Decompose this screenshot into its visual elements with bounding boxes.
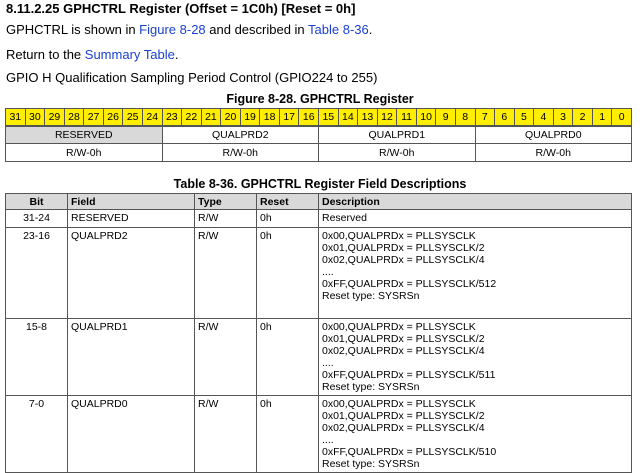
- field-access-cell: R/W-0h: [6, 144, 163, 162]
- bit-number: 3: [553, 109, 573, 126]
- cell-bit: 31-24: [6, 210, 68, 228]
- cell-reset: 0h: [257, 228, 319, 319]
- intro-middle: and described in: [205, 22, 309, 37]
- summary-table-link[interactable]: Summary Table: [84, 47, 175, 62]
- intro-paragraph: [6, 22, 372, 37]
- description-line: ....: [322, 434, 334, 446]
- bit-number: 28: [64, 109, 84, 126]
- field-description-table: [5, 193, 632, 473]
- bit-number: 22: [182, 109, 202, 126]
- column-header: Reset: [257, 194, 319, 210]
- register-fields: [5, 126, 632, 162]
- cell-reset: 0h: [257, 210, 319, 228]
- bit-number: 30: [25, 109, 45, 126]
- description-line: 0xFF,QUALPRDx = PLLSYSCLK/510: [322, 446, 497, 458]
- cell-field: RESERVED: [68, 210, 195, 228]
- cell-description: [319, 228, 632, 319]
- return-paragraph: [6, 47, 178, 62]
- bit-number: 16: [299, 109, 319, 126]
- table-row: [6, 319, 632, 396]
- bit-number: 14: [338, 109, 358, 126]
- cell-field: QUALPRD1: [68, 319, 195, 396]
- bit-number: 29: [45, 109, 65, 126]
- description-line: Reset type: SYSRSn: [322, 290, 420, 302]
- bit-number: 0: [612, 109, 632, 126]
- register-summary: GPIO H Qualification Sampling Period Control (GPIO224 to 255): [6, 70, 378, 85]
- table-row: [6, 210, 632, 228]
- table-title: Table 8-36. GPHCTRL Register Field Descriptions: [173, 177, 467, 191]
- bit-number: 23: [162, 109, 182, 126]
- cell-type: R/W: [195, 228, 257, 319]
- bit-number: 4: [534, 109, 554, 126]
- description-line: 0xFF,QUALPRDx = PLLSYSCLK/511: [322, 369, 496, 381]
- description-line: 0x02,QUALPRDx = PLLSYSCLK/4: [322, 254, 485, 266]
- bit-number: 7: [475, 109, 495, 126]
- bit-number: 19: [240, 109, 260, 126]
- description-line: Reset type: SYSRSn: [322, 458, 420, 470]
- description-line: Reserved: [322, 212, 367, 224]
- cell-description: [319, 210, 632, 228]
- bit-number: 15: [319, 109, 339, 126]
- description-line: Reset type: SYSRSn: [322, 381, 420, 393]
- bit-number: 18: [260, 109, 280, 126]
- field-access-cell: R/W-0h: [475, 144, 632, 162]
- cell-description: [319, 319, 632, 396]
- description-line: 0x00,QUALPRDx = PLLSYSCLK: [322, 398, 476, 410]
- bit-number: 25: [123, 109, 143, 126]
- bit-number: 2: [573, 109, 593, 126]
- intro-suffix: .: [368, 22, 373, 37]
- description-line: 0x02,QUALPRDx = PLLSYSCLK/4: [322, 345, 485, 357]
- bit-number: 31: [6, 109, 26, 126]
- description-line: 0x01,QUALPRDx = PLLSYSCLK/2: [322, 410, 485, 422]
- column-header: Type: [195, 194, 257, 210]
- bit-number: 10: [416, 109, 436, 126]
- description-line: 0x01,QUALPRDx = PLLSYSCLK/2: [322, 333, 485, 345]
- bit-number-row: [5, 108, 632, 126]
- table-row: [6, 396, 632, 473]
- cell-type: R/W: [195, 396, 257, 473]
- bit-number: 9: [436, 109, 456, 126]
- cell-reset: 0h: [257, 319, 319, 396]
- cell-type: R/W: [195, 319, 257, 396]
- figure-title: Figure 8-28. GPHCTRL Register: [226, 92, 414, 106]
- cell-field: QUALPRD2: [68, 228, 195, 319]
- bit-number: 17: [279, 109, 299, 126]
- figure-link[interactable]: Figure 8-28: [139, 22, 206, 37]
- description-line: 0xFF,QUALPRDx = PLLSYSCLK/512: [322, 278, 497, 290]
- field-name-cell: QUALPRD0: [475, 127, 632, 144]
- bit-number: 24: [142, 109, 162, 126]
- bit-number: 1: [592, 109, 612, 126]
- column-header: Description: [319, 194, 632, 210]
- table-row: [6, 228, 632, 319]
- cell-description: [319, 396, 632, 473]
- description-line: 0x00,QUALPRDx = PLLSYSCLK: [322, 321, 476, 333]
- cell-field: QUALPRD0: [68, 396, 195, 473]
- description-line: 0x01,QUALPRDx = PLLSYSCLK/2: [322, 242, 485, 254]
- bit-number: 13: [358, 109, 378, 126]
- cell-bit: 23-16: [6, 228, 68, 319]
- bit-number: 8: [455, 109, 475, 126]
- cell-reset: 0h: [257, 396, 319, 473]
- bit-number: 5: [514, 109, 534, 126]
- field-access-cell: R/W-0h: [319, 144, 476, 162]
- description-line: 0x00,QUALPRDx = PLLSYSCLK: [322, 230, 476, 242]
- cell-bit: 7-0: [6, 396, 68, 473]
- return-suffix: .: [174, 47, 179, 62]
- bit-number: 26: [103, 109, 123, 126]
- field-name-cell: QUALPRD1: [319, 127, 476, 144]
- field-access-cell: R/W-0h: [162, 144, 319, 162]
- description-line: ....: [322, 266, 334, 278]
- cell-bit: 15-8: [6, 319, 68, 396]
- bit-number: 6: [495, 109, 515, 126]
- column-header: Field: [68, 194, 195, 210]
- cell-type: R/W: [195, 210, 257, 228]
- return-prefix: Return to the: [6, 47, 85, 62]
- bit-number: 20: [221, 109, 241, 126]
- bit-number: 11: [397, 109, 417, 126]
- bit-number: 12: [377, 109, 397, 126]
- intro-prefix: GPHCTRL is shown in: [6, 22, 140, 37]
- field-name-cell: QUALPRD2: [162, 127, 319, 144]
- column-header: Bit: [6, 194, 68, 210]
- description-line: ....: [322, 357, 334, 369]
- bit-number: 21: [201, 109, 221, 126]
- field-name-cell: RESERVED: [6, 127, 163, 144]
- table-link[interactable]: Table 8-36: [308, 22, 369, 37]
- bit-number: 27: [84, 109, 104, 126]
- description-line: 0x02,QUALPRDx = PLLSYSCLK/4: [322, 422, 485, 434]
- section-heading: 8.11.2.25 GPHCTRL Register (Offset = 1C0h) [Reset = 0h]: [6, 1, 356, 16]
